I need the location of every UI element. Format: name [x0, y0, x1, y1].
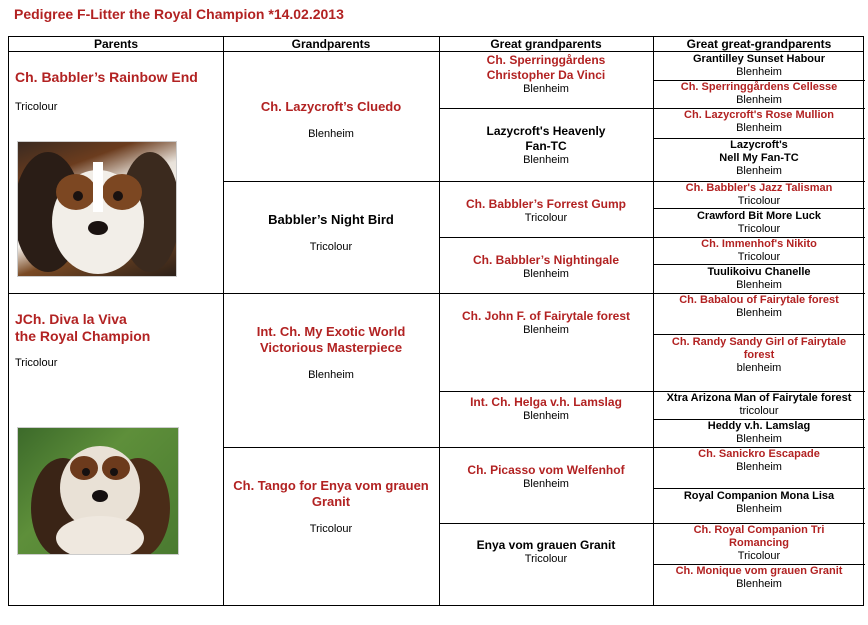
great-grandparent-1 — [439, 53, 653, 96]
dog-photo-dam — [18, 428, 178, 554]
grandparent-4-name-line2: Granit — [311, 494, 351, 509]
dam-color: Tricolour — [15, 357, 58, 369]
grandparent-4 — [223, 478, 439, 536]
gggp-16-name: Ch. Monique vom grauen Granit — [675, 565, 843, 577]
grandparent-1-name: Ch. Lazycroft’s Cluedo — [260, 99, 402, 114]
row-divider — [653, 264, 865, 265]
grandparent-2-color: Tricolour — [309, 241, 353, 253]
gggp-7 — [653, 238, 865, 264]
gggp-9-name: Ch. Babalou of Fairytale forest — [679, 294, 839, 306]
gggp-2 — [653, 81, 865, 107]
ggp-7-name: Ch. Picasso vom Welfenhof — [467, 463, 625, 477]
gggp-4 — [653, 139, 865, 178]
ggp-6-name: Int. Ch. Helga v.h. Lamslag — [470, 395, 622, 409]
gggp-7-name: Ch. Immenhof's Nikito — [701, 238, 817, 250]
gggp-5-color: Tricolour — [737, 195, 781, 207]
gggp-2-name: Ch. Sperringgårdens Cellesse — [680, 81, 838, 93]
gggp-16 — [653, 565, 865, 591]
great-grandparent-2 — [439, 124, 653, 167]
gggp-10-color: blenheim — [736, 362, 782, 374]
gggp-16-color: Blenheim — [736, 578, 782, 590]
gggp-4-name-line1: Lazycroft's — [730, 139, 788, 151]
gggp-2-color: Blenheim — [736, 94, 782, 106]
ggp-8-color: Tricolour — [524, 553, 568, 565]
ggp-2-name-line2: Fan-TC — [525, 139, 567, 153]
sire-color: Tricolour — [15, 101, 58, 113]
gggp-6-color: Tricolour — [737, 223, 781, 235]
ggp-1-name-line1: Ch. Sperringgårdens — [486, 53, 606, 67]
great-grandparent-6 — [439, 395, 653, 423]
gggp-4-name-line2: Nell My Fan-TC — [719, 152, 799, 164]
gggp-12-color: Blenheim — [736, 433, 782, 445]
great-grandparent-7 — [439, 463, 653, 491]
header-great-grandparents: Great grandparents — [490, 37, 602, 51]
gggp-12-name: Heddy v.h. Lamslag — [707, 420, 811, 432]
gggp-3-color: Blenheim — [736, 122, 782, 134]
gggp-4-color: Blenheim — [736, 165, 782, 177]
sire-name: Ch. Babbler’s Rainbow End — [15, 69, 198, 85]
row-divider — [439, 237, 653, 238]
gggp-14-name: Royal Companion Mona Lisa — [683, 490, 835, 502]
ggp-1-name-line2: Christopher Da Vinci — [486, 68, 606, 82]
gggp-3 — [653, 109, 865, 135]
row-divider — [653, 208, 865, 209]
gggp-8 — [653, 266, 865, 292]
row-divider — [9, 293, 653, 294]
ggp-5-color: Blenheim — [523, 324, 569, 336]
grandparent-3-name-line1: Int. Ch. My Exotic World — [256, 324, 406, 339]
grandparent-4-color: Tricolour — [309, 523, 353, 535]
ggp-4-name: Ch. Babbler’s Nightingale — [472, 253, 619, 267]
grandparent-4-name-line1: Ch. Tango for Enya vom grauen — [233, 478, 429, 493]
row-divider — [223, 181, 653, 182]
row-divider — [223, 447, 653, 448]
gggp-1-color: Blenheim — [736, 66, 782, 78]
gggp-14-color: Blenheim — [736, 503, 782, 515]
gggp-15-color: Tricolour — [737, 550, 781, 562]
gggp-13-name: Ch. Sanickro Escapade — [698, 448, 820, 460]
gggp-5-name: Ch. Babbler's Jazz Talisman — [685, 182, 833, 194]
header-great-great-grandparents: Great great-grandparents — [686, 37, 832, 51]
grandparent-1-color: Blenheim — [308, 128, 354, 140]
gggp-10-name-line2: forest — [743, 349, 775, 361]
header-parents: Parents — [93, 37, 139, 51]
gggp-8-color: Blenheim — [736, 279, 782, 291]
grandparent-2 — [223, 212, 439, 254]
dam-name — [15, 311, 150, 345]
gggp-11 — [653, 392, 865, 418]
gggp-13 — [653, 448, 865, 474]
ggp-2-color: Blenheim — [523, 154, 569, 166]
ggp-4-color: Blenheim — [523, 268, 569, 280]
gggp-11-color: tricolour — [739, 405, 779, 417]
gggp-13-color: Blenheim — [736, 461, 782, 473]
gggp-5 — [653, 182, 865, 208]
grandparent-1 — [223, 99, 439, 141]
gggp-3-name: Ch. Lazycroft's Rose Mullion — [684, 109, 834, 121]
grandparent-3 — [223, 324, 439, 382]
row-divider — [653, 334, 865, 335]
dam-photo — [17, 427, 179, 555]
gggp-1-name: Grantilley Sunset Habour — [692, 53, 826, 65]
grandparent-3-name-line2: Victorious Masterpiece — [259, 340, 403, 355]
gggp-6-name: Crawford Bit More Luck — [696, 210, 822, 222]
great-grandparent-4 — [439, 253, 653, 281]
gggp-10-name-line1: Ch. Randy Sandy Girl of Fairytale — [671, 336, 847, 348]
gggp-15-name-line2: Romancing — [729, 537, 789, 549]
gggp-9-color: Blenheim — [736, 307, 782, 319]
grandparent-3-color: Blenheim — [308, 369, 354, 381]
gggp-1 — [653, 53, 865, 79]
great-grandparent-8 — [439, 538, 653, 566]
ggp-8-name: Enya vom grauen Granit — [476, 538, 616, 552]
ggp-7-color: Blenheim — [523, 478, 569, 490]
page-title: Pedigree F-Litter the Royal Champion *14.02.2013 — [14, 6, 344, 22]
pedigree-table — [8, 36, 864, 606]
gggp-12 — [653, 420, 865, 446]
gggp-15-name-line1: Ch. Royal Companion Tri — [693, 524, 825, 536]
great-grandparent-3 — [439, 197, 653, 225]
ggp-3-name: Ch. Babbler’s Forrest Gump — [465, 197, 627, 211]
ggp-3-color: Tricolour — [524, 212, 568, 224]
ggp-1-color: Blenheim — [523, 83, 569, 95]
dog-photo-sire — [18, 142, 176, 276]
gggp-10 — [653, 336, 865, 375]
gggp-11-name: Xtra Arizona Man of Fairytale forest — [666, 392, 852, 404]
header-divider — [9, 51, 863, 52]
dam-name-line2: the Royal Champion — [15, 328, 151, 344]
ggp-5-name: Ch. John F. of Fairytale forest — [461, 309, 631, 323]
row-divider — [653, 488, 865, 489]
gggp-8-name: Tuulikoivu Chanelle — [707, 266, 811, 278]
ggp-6-color: Blenheim — [523, 410, 569, 422]
gggp-14 — [653, 490, 865, 516]
ggp-2-name-line1: Lazycroft's Heavenly — [486, 124, 606, 138]
gggp-9 — [653, 294, 865, 320]
sire-photo — [17, 141, 177, 277]
great-grandparent-5 — [439, 309, 653, 337]
grandparent-2-name: Babbler’s Night Bird — [268, 212, 394, 227]
header-grandparents: Grandparents — [291, 37, 371, 51]
gggp-7-color: Tricolour — [737, 251, 781, 263]
dam-name-line1: JCh. Diva la Viva — [15, 311, 127, 327]
gggp-15 — [653, 524, 865, 563]
gggp-6 — [653, 210, 865, 236]
